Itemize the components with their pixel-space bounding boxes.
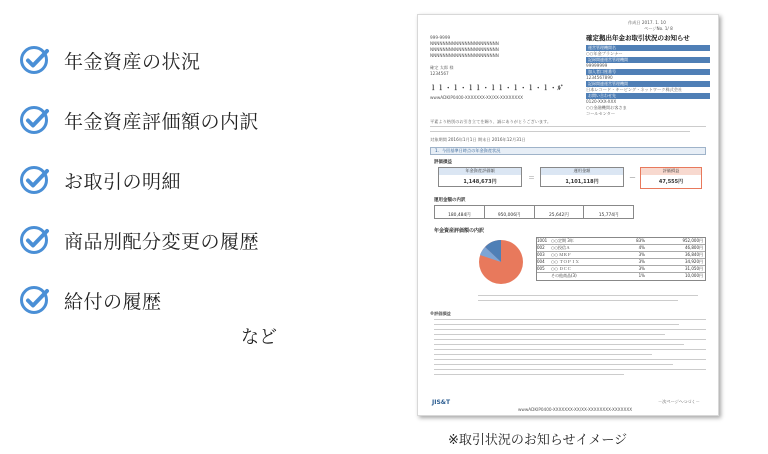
- asset-box: [540, 167, 624, 187]
- text-line: [478, 295, 698, 296]
- table-row: [537, 252, 705, 259]
- doc-address-3: NNNNNNNNNNNNNNNNNNNNNN: [430, 53, 499, 58]
- row-name: ○○ ＭＲＦ: [551, 252, 572, 257]
- row-amount: 952,000円: [682, 238, 703, 243]
- breakdown-cell: 180,484円: [435, 206, 485, 218]
- table-row: [537, 266, 705, 273]
- row-name: ○○投信Ａ: [551, 245, 570, 250]
- operator-equals: ＝: [528, 174, 535, 182]
- check-circle-icon: [18, 44, 50, 76]
- doc-intro: 平素より格別のお引き立てを賜り、誠にありがとうございます。: [430, 119, 552, 124]
- feature-item: [18, 30, 259, 90]
- asset-label: 運用金額: [541, 168, 623, 175]
- info-label: 記録関連運営管理機関: [586, 57, 710, 63]
- notes-title: ※評価損益: [430, 311, 451, 316]
- row-name: ○○ ＴＯＰＩＸ: [551, 259, 580, 264]
- feature-label: 年金資産評価額の内訳: [64, 110, 260, 133]
- notes-lines: [434, 319, 706, 379]
- feature-item: [18, 270, 259, 330]
- row-name: ○○ ＤＣＣ: [551, 266, 572, 271]
- row-pct: 83%: [636, 238, 645, 243]
- doc-address-1: NNNNNNNNNNNNNNNNNNNNNN: [430, 41, 499, 46]
- section2-title: 年金資産評価額の内訳: [434, 228, 485, 234]
- info-value: 1234567890: [586, 75, 613, 80]
- row-code: [537, 273, 551, 280]
- asset-box: [438, 167, 522, 187]
- text-line: [430, 131, 690, 132]
- breakdown-cell: 25,642円: [535, 206, 585, 218]
- asset-value: 1,101,118円: [565, 179, 599, 185]
- footer-code: wwwADKIP0400-XXXXXXX-XX/XX-XXXXXXXX-XXXXXXX: [518, 407, 633, 412]
- feature-item: [18, 150, 259, 210]
- footer-next: －次ページへつづく－: [658, 399, 700, 404]
- allocation-table: [536, 237, 706, 281]
- asset-section-title: 評価損益: [434, 160, 452, 165]
- feature-item: [18, 90, 259, 150]
- row-name: ○○定期 3年: [551, 238, 574, 243]
- info-label: 記録関連運営管理機関: [586, 81, 710, 87]
- info-value: 日本レコード・キーピング・ネットワーク株式会社: [586, 87, 683, 92]
- row-code: 002: [537, 245, 545, 250]
- feature-list: [18, 30, 259, 330]
- image-caption: ※取引状況のお知らせイメージ: [448, 433, 628, 448]
- feature-item: [18, 210, 259, 270]
- doc-customer-id: 1234567: [430, 71, 449, 76]
- etc-label: など: [241, 327, 277, 348]
- asset-label: 評価損益: [641, 168, 701, 175]
- info-value: 0120-XXX-XXX: [586, 99, 617, 104]
- row-pct: 1%: [638, 273, 645, 278]
- row-code: 004: [537, 259, 545, 264]
- text-line: [478, 300, 678, 301]
- asset-value: 47,555円: [658, 179, 684, 185]
- feature-label: 給付の履歴: [64, 290, 162, 313]
- row-pct: 4%: [638, 245, 645, 250]
- section-header-text: 1．今回基準日時点の年金資産状況: [435, 148, 501, 153]
- info-label: 運営管理機関名: [586, 45, 710, 51]
- table-row: [537, 238, 705, 245]
- row-name: その他商品(3): [551, 273, 577, 278]
- doc-code: wwwADKIP0400-XXXXXXX-XX/XX-XXXXXXXX: [430, 95, 523, 100]
- doc-page: ページNo. 1/ 8: [644, 26, 673, 31]
- breakdown-table: [434, 205, 634, 219]
- row-code: 1001: [537, 238, 548, 243]
- feature-label: 年金資産の状況: [64, 50, 201, 73]
- doc-title: 確定拠出年金お取引状況のお知らせ: [586, 34, 690, 42]
- doc-postal: 999-9999: [430, 35, 451, 40]
- allocation-pie-chart: [476, 237, 526, 287]
- row-amount: 36,840円: [685, 252, 703, 257]
- info-label: 加入者口座番号: [586, 69, 710, 75]
- check-circle-icon: [18, 284, 50, 316]
- row-amount: 46,800円: [685, 245, 703, 250]
- breakdown-title: 運用金額の内訳: [434, 198, 466, 203]
- feature-label: お取引の明細: [64, 170, 182, 193]
- info-value: ○○年金プランナー: [586, 51, 623, 56]
- row-code: 003: [537, 252, 545, 257]
- doc-name: 確定 太郎 様: [430, 65, 454, 70]
- asset-box-highlight: [640, 167, 702, 189]
- row-pct: 3%: [638, 252, 645, 257]
- text-line: [430, 126, 706, 127]
- doc-date: 作成日 2017. 1. 10: [628, 20, 666, 25]
- row-code: 005: [537, 266, 545, 271]
- row-pct: 3%: [638, 266, 645, 271]
- doc-info-block: [586, 45, 710, 117]
- info-label: お問い合わせ先: [586, 93, 710, 99]
- row-pct: 3%: [638, 259, 645, 264]
- doc-period: 対象期間 2016年1月1日 期末日 2016年12月31日: [430, 137, 526, 142]
- info-value: ○○金融機関お客さま: [586, 105, 627, 110]
- doc-address-2: NNNNNNNNNNNNNNNNNNNNNN: [430, 47, 499, 52]
- row-amount: 34,920円: [685, 259, 703, 264]
- info-value: 99999999: [586, 63, 608, 68]
- breakdown-cell: 15,774円: [598, 213, 619, 218]
- asset-label: 年金資産評価額: [439, 168, 521, 175]
- info-value: コールセンター: [586, 111, 616, 116]
- asset-value: 1,148,673円: [463, 179, 497, 185]
- footer-logo: JIS&T: [432, 399, 451, 406]
- section-header: [430, 147, 706, 155]
- check-circle-icon: [18, 164, 50, 196]
- table-row: [537, 245, 705, 252]
- doc-barcode: ｌｌ・ｌ・ｌｌ・ｌｌ・ｌ・ｌ・ｌ・ﾙﾞ: [430, 84, 565, 92]
- check-circle-icon: [18, 224, 50, 256]
- row-amount: 10,000円: [685, 273, 703, 278]
- operator-minus: －: [629, 174, 636, 182]
- feature-label: 商品別配分変更の履歴: [64, 230, 260, 253]
- table-row: [537, 259, 705, 266]
- breakdown-cell: 950,006円: [485, 206, 535, 218]
- check-circle-icon: [18, 104, 50, 136]
- row-amount: 31,050円: [685, 266, 703, 271]
- statement-preview-image: [417, 14, 719, 416]
- table-row: [537, 273, 705, 280]
